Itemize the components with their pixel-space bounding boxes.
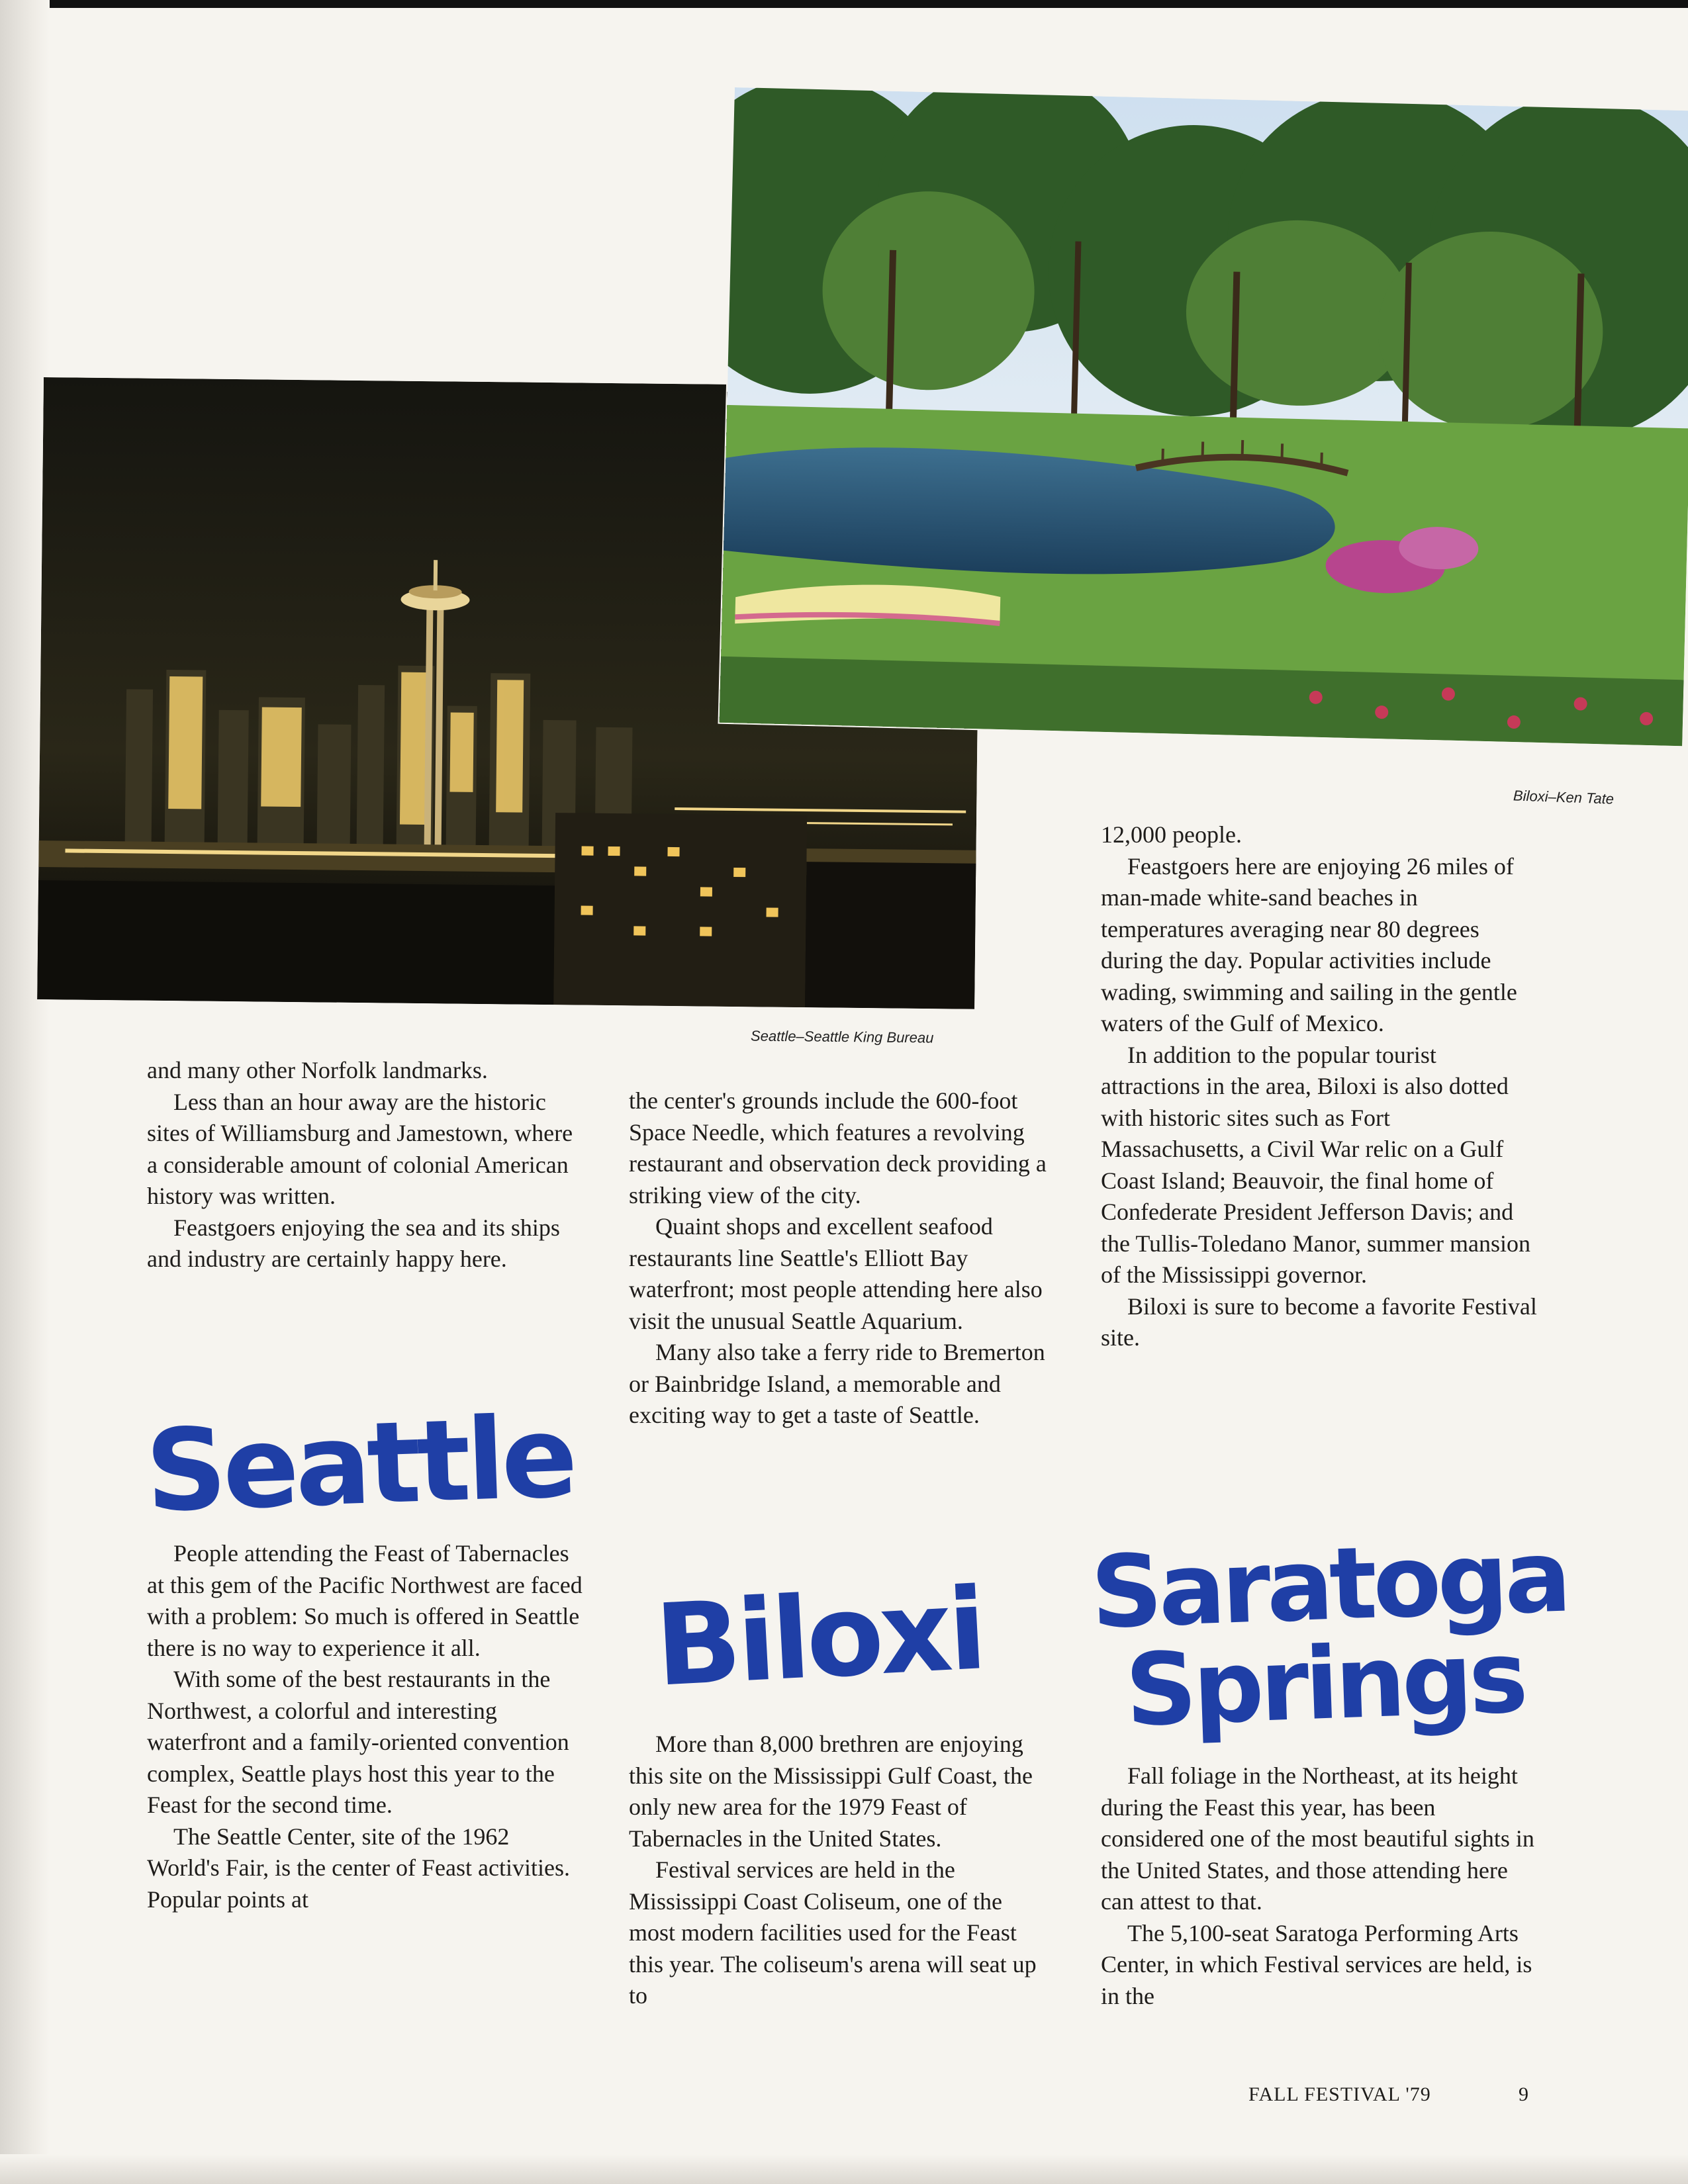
paragraph: and many other Norfolk landmarks.: [147, 1057, 488, 1083]
column-2-top: [629, 1085, 1053, 1432]
paragraph: Festival services are held in the Mississippi Coast Coliseum, one of the most modern facilities used for the Feast this year. The coliseum's arena will seat up to: [629, 1856, 1037, 2009]
paragraph: The 5,100-seat Saratoga Performing Arts Center, in which Festival services are held, is in the: [1101, 1919, 1532, 2009]
paragraph: Feastgoers here are enjoying 26 miles of man-made white-sand beaches in temperatures averaging near 80 degrees during the day. Popular activities include wading, swimming and sailing in the gentle waters of the Gulf of Mexico.: [1101, 852, 1517, 1036]
seattle-heading: Seattle: [143, 1391, 576, 1538]
paragraph: 12,000 people.: [1101, 821, 1242, 848]
page-number: 9: [1519, 2083, 1529, 2105]
footer-publication-label: FALL FESTIVAL '79: [1248, 2083, 1431, 2105]
saratoga-heading-line-2: Springs: [1123, 1619, 1526, 1749]
paragraph: Biloxi is sure to become a favorite Festival site.: [1101, 1293, 1537, 1351]
paragraph: Quaint shops and excellent seafood restaurants line Seattle's Elliott Bay waterfront; most people attending here also visit the unusual Seattle Aquarium.: [629, 1213, 1043, 1334]
seattle-photo-caption: Seattle–Seattle King Bureau: [750, 1027, 934, 1046]
paragraph: More than 8,000 brethren are enjoying this site on the Mississippi Gulf Coast, the only new area for the 1979 Feast of Tabernacles in the United States.: [629, 1731, 1033, 1852]
paragraph: In addition to the popular tourist attractions in the area, Biloxi is also dotted with historic sites such as Fort Massachusetts, a Civil War relic on a Gulf Coast Island; Beauvoir, the final home of Confederate President Jefferson Davis; and the Tullis-Toledano Manor, summer mansion of the Mississippi governor.: [1101, 1041, 1531, 1288]
paragraph: Fall foliage in the Northeast, at its height during the Feast this year, has been considered one of the most beautiful sights in the United States, and those attending here can attest to that.: [1101, 1762, 1534, 1915]
column-3-top: [1101, 819, 1538, 1354]
column-1-bottom: [147, 1538, 584, 1915]
paragraph: People attending the Feast of Tabernacles at this gem of the Pacific Northwest are faced with a problem: So much is offered in Seattle there is no way to experience it all.: [147, 1540, 583, 1661]
page-spine-shadow: [0, 0, 50, 2184]
paragraph: Less than an hour away are the historic sites of Williamsburg and Jamestown, where a considerable amount of colonial American history was written.: [147, 1088, 573, 1209]
paragraph: With some of the best restaurants in the Northwest, a colorful and interesting waterfront and a family-oriented convention complex, Seattle plays host this year to the Feast for the second time.: [147, 1666, 569, 1818]
paragraph: Feastgoers enjoying the sea and its ships and industry are certainly happy here.: [147, 1214, 560, 1272]
saratoga-heading-line-1: Saratoga: [1089, 1519, 1570, 1651]
scan-bottom-edge: [0, 2154, 1688, 2184]
column-1-top: [147, 1055, 584, 1275]
column-2-bottom: [629, 1729, 1053, 2012]
column-3-bottom: [1101, 1760, 1538, 2012]
paragraph: Many also take a ferry ride to Bremerton or Bainbridge Island, a memorable and exciting way to get a taste of Seattle.: [629, 1339, 1045, 1428]
biloxi-photo-caption: Biloxi–Ken Tate: [1513, 787, 1615, 807]
biloxi-heading: Biloxi: [652, 1564, 986, 1712]
paragraph: the center's grounds include the 600-foot Space Needle, which features a revolving restaurant and observation deck providing a striking view of the city.: [629, 1087, 1047, 1208]
biloxi-garden-photo: [720, 87, 1688, 746]
paragraph: The Seattle Center, site of the 1962 World's Fair, is the center of Feast activities. Popular points at: [147, 1823, 570, 1913]
scan-top-edge: [0, 0, 1688, 8]
